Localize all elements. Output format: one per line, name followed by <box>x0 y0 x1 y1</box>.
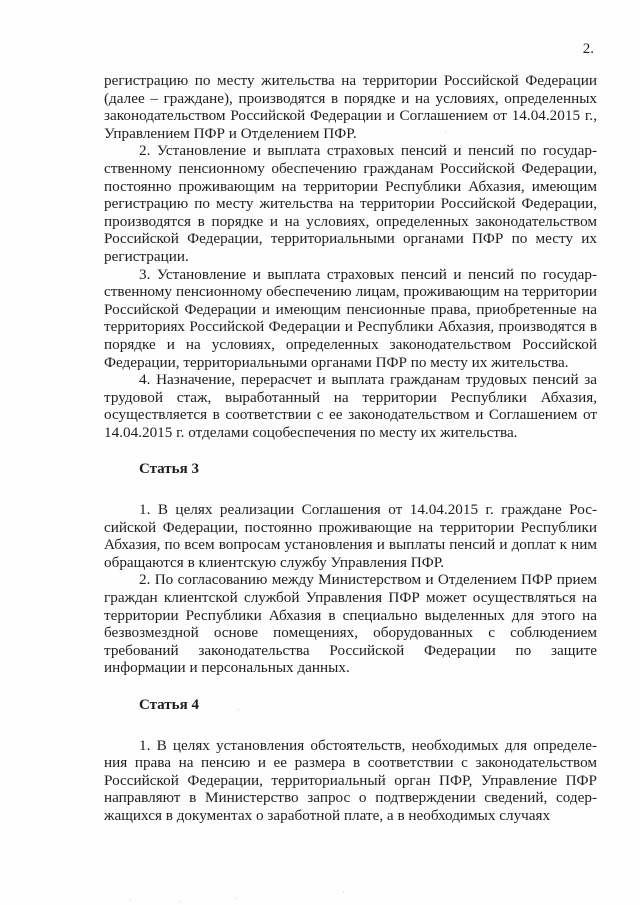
scan-speck <box>180 901 181 902</box>
page-number: 2. <box>582 41 594 57</box>
spacer <box>104 479 597 501</box>
paragraph-article2-item2: 2. Установление и выплата страховых пенсий и пенсий по государственному пенсионному обеспечению гражданам Российской Федерации, постоянно проживающим на территории Республики Абхазия, имеющим регистрацию по месту жительства на территории Российской Федерации, производятся в порядке и на условиях, определенных законодательством Российской Федерации, территориальными органами ПФР по месту их регистрации. <box>104 142 597 265</box>
spacer <box>104 441 597 461</box>
paragraph-article3-item2: 2. По согласованию между Министерством и Отделением ПФР прием граждан клиентской службой Управления ПФР может осуществляться на территории Республики Абхазия в специально выделенных для этого на безвозмездной основе помещениях, оборудованных с соблюдением требований законодательства Российской Федерации по защите информации и персональных данных. <box>104 571 597 677</box>
paragraph-article2-item3: 3. Установление и выплата страховых пенсий и пенсий по государственному пенсионному обеспечению лицам, проживающим на территории Российской Федерации и имеющим пенсионные права, приобретенные на территориях Российской Федерации и Республики Абхазия, производятся в порядке и на условиях, определенных законодательством Российской Федерации, территориальными органами ПФР по месту их жительства. <box>104 265 597 371</box>
scan-speck <box>238 709 239 710</box>
heading-article-4: Статья 4 <box>139 697 199 713</box>
spacer <box>104 715 597 737</box>
scan-speck <box>130 899 131 900</box>
spacer <box>104 677 597 697</box>
paragraph-continuation: регистрацию по месту жительства на территории Российской Федерации (далее – граждане), производятся в порядке и на условиях, определенных законодательством Российской Федерации и Соглашением от 14.04.2015 г., Управлением ПФР и Отделением ПФР. <box>104 72 597 142</box>
paragraph-article4-item1: 1. В целях установления обстоятельств, необходимых для определения права на пенсию и ее размера в соответствии с законодательством Российской Федерации, территориальный орган ПФР, Управление ПФР направляют в Министерство запрос о подтверждении сведений, содержащихся в документах о заработной плате, а в необходимых случаях <box>104 736 597 824</box>
scan-speck <box>236 898 237 899</box>
scan-speck <box>445 131 446 132</box>
heading-article-3: Статья 3 <box>139 461 199 478</box>
scan-speck <box>343 892 344 893</box>
document-body <box>104 72 597 825</box>
paragraph-article2-item4: 4. Назначение, перерасчет и выплата гражданам трудовых пенсий за трудовой стаж, выработанный на территории Республики Абхазия, осуществляется в соответствии с ее законодательством и Соглашением от 14.04.2015 г. отделами соцобеспечения по месту их жительства. <box>104 371 597 441</box>
paragraph-article3-item1: 1. В целях реализации Соглашения от 14.04.2015 г. граждане Российской Федерации, постоянно проживающие на территории Республики Абхазия, по всем вопросам установления и выплаты пенсий и доплат к ним обращаются в клиентскую службу Управления ПФР. <box>104 501 597 571</box>
